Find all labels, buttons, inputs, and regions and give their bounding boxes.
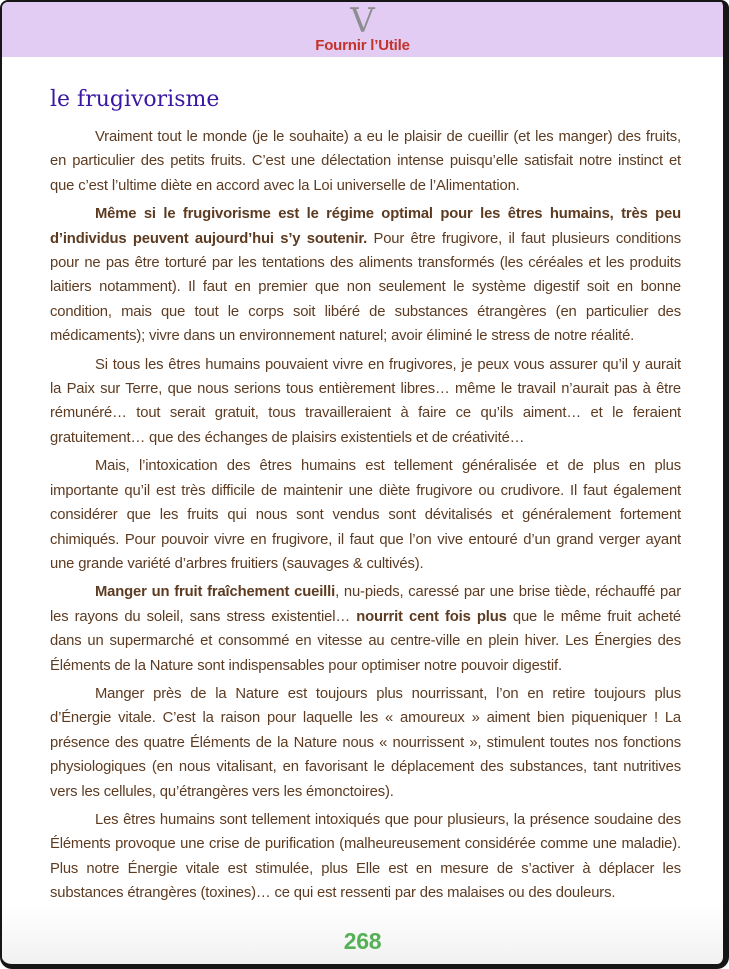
paragraph <box>50 682 681 804</box>
bold-text-segment: Même si le frugivorisme est le régime optimal pour les êtres humains, très peu d’individus peuvent aujourd’hui s’y soutenir. <box>50 206 681 247</box>
text-segment: Si tous les êtres humains pouvaient vivre en frugivores, je peux vous assurer qu’il y aurait la Paix sur Terre, que nous serions tous entièrement libres… même le travail n’aurait pas à être rémunéré… tout serait gratuit, tous travailleraient à faire ce qu’ils aiment… et le feraient gratuitement… que des échanges de plaisirs existentiels et de créativité… <box>50 356 681 446</box>
bold-text-segment: Manger un fruit fraîchement cueilli <box>95 584 336 601</box>
bold-text-segment: nourrit cent fois plus <box>356 608 507 625</box>
chapter-numeral: V <box>350 1 375 41</box>
page-content <box>2 57 723 906</box>
paragraph <box>50 580 681 678</box>
text-segment: Les êtres humains sont tellement intoxiqués que pour plusieurs, la présence soudaine des Éléments provoque une crise de purification (malheureusement considérée comme une maladie). Plus notre Énergie vitale est stimulée, plus Elle est en mesure de s’activer à déplacer les substances étrangères (toxines)… ce qui est ressenti par des malaises ou des douleurs. <box>50 811 681 902</box>
paragraph <box>50 125 681 198</box>
text-segment: , nu-pieds, caressé par une brise tiède, réchauffé par les rayons du soleil, sans stress existentiel… <box>50 584 681 625</box>
page-footer <box>2 928 723 954</box>
text-segment: que le même fruit acheté dans un supermarché et consommé en vitesse au centre-ville en plein hiver. Les Énergies des Éléments de la Nature sont indispensables pour optimiser notre pouvoir digestif. <box>50 608 682 674</box>
text-segment: Vraiment tout le monde (je le souhaite) a eu le plaisir de cueillir (et les manger) des fruits, en particulier des petits fruits. C’est une délectation intense puisqu’elle satisfait notre instinct et que c’est l’ultime diète en accord avec la Loi universelle de l’Alimentation. <box>50 129 681 194</box>
section-title: le frugivorisme <box>50 87 220 112</box>
text-segment: Pour être frugivore, il faut plusieurs conditions pour ne pas être torturé par les tentations des aliments transformés (les céréales et les produits laitiers notamment). Il faut en premier que non seulement le système digestif soit en bonne condition, mais que tout le corps soit libéré de substances étrangères (en particulier des médicaments); vivre dans un environnement naturel; avoir éliminé le stress de notre réalité. <box>50 230 682 345</box>
chapter-header <box>2 2 723 57</box>
paragraph <box>50 202 681 348</box>
paragraph <box>50 454 681 576</box>
paragraphs-container <box>50 125 681 906</box>
chapter-title: Fournir l’Utile <box>315 37 410 54</box>
text-segment: Mais, l’intoxication des êtres humains est tellement généralisée et de plus en plus importante qu’il est très difficile de maintenir une diète frugivore ou crudivore. Il faut également considérer que les fruits qui nous sont vendus sont dévitalisés et généralement fortement chimiqués. Pour pouvoir vivre en frugivore, il faut que l’on vive entouré d’un grand verger ayant une grande variété d’arbres fruitiers (sauvages & cultivés). <box>50 458 681 572</box>
paragraph <box>50 353 681 451</box>
page-number: 268 <box>343 928 382 954</box>
text-segment: Manger près de la Nature est toujours plus nourrissant, l’on en retire toujours plus d’Énergie vitale. C’est la raison pour laquelle les « amoureux » aiment bien piqueniquer ! La présence des quatre Éléments de la Nature nous « nourrissent », stimulent toutes nos fonctions physiologiques (en nous vitalisant, en favorisant le déplacement des substances, tant nutritives vers les cellules, qu’étrangères vers les émonctoires). <box>50 685 681 800</box>
paragraph <box>50 808 681 906</box>
